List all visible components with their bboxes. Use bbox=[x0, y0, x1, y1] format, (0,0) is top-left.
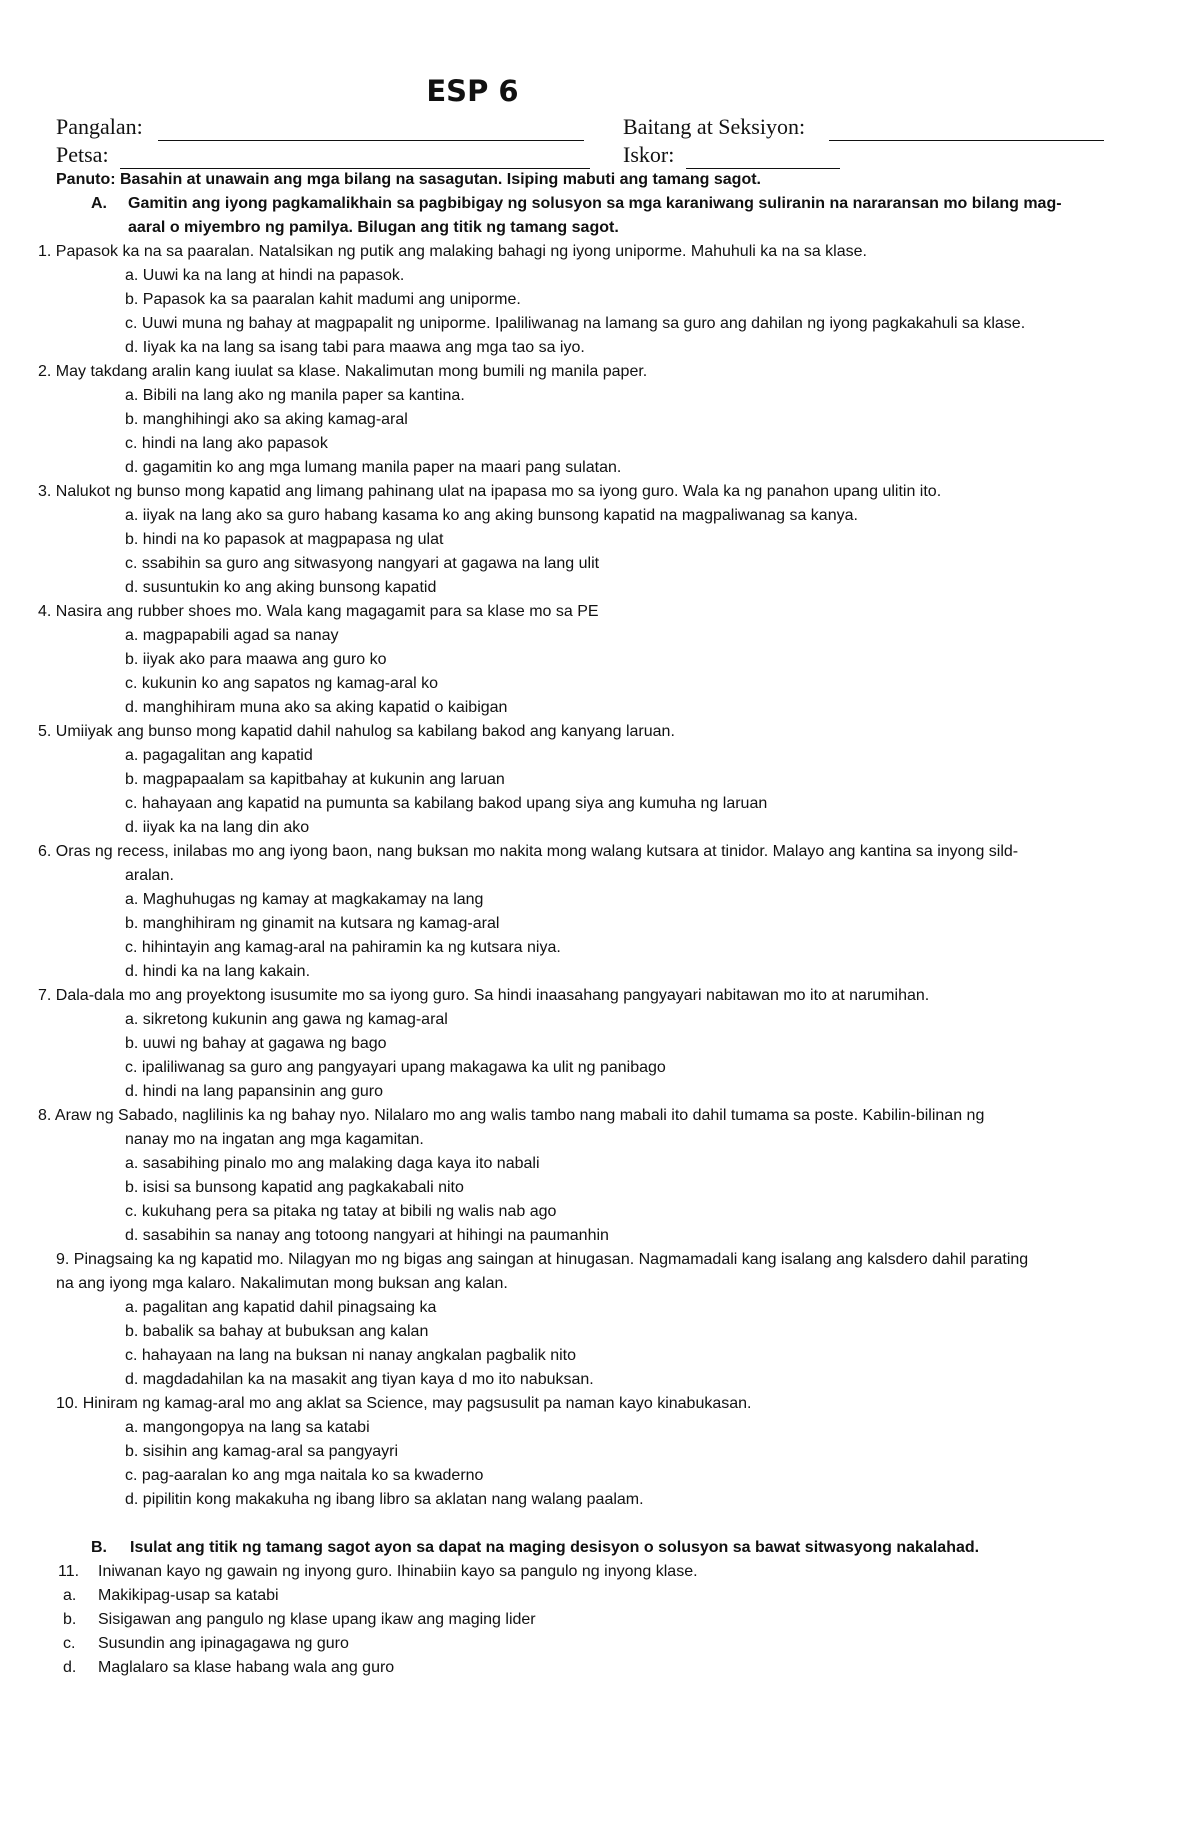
part-a-letter: A. bbox=[91, 195, 107, 212]
q7-choice-c[interactable]: c. ipaliliwanag sa guro ang pangyayari upang makagawa ka ulit ng panibago bbox=[125, 1059, 666, 1076]
q7-choice-d[interactable]: d. hindi na lang papansinin ang guro bbox=[125, 1083, 383, 1100]
q4-choice-c[interactable]: c. kukunin ko ang sapatos ng kamag-aral ko bbox=[125, 675, 439, 692]
score-label: Iskor: bbox=[623, 142, 675, 167]
q2-choice-a[interactable]: a. Bibili na lang ako ng manila paper sa kantina. bbox=[125, 387, 465, 404]
q5-choice-d[interactable]: d. iiyak ka na lang din ako bbox=[125, 819, 310, 836]
q7-choice-b[interactable]: b. uuwi ng bahay at gagawa ng bago bbox=[125, 1035, 387, 1052]
q3-choice-b[interactable]: b. hindi na ko papasok at magpapasa ng ulat bbox=[125, 531, 444, 548]
question-6: 6. Oras ng recess, inilabas mo ang iyong baon, nang buksan mo nakita mong walang kutsara at tinidor. Malayo ang kantina sa inyong sild- bbox=[38, 843, 1019, 860]
q6-choice-b[interactable]: b. manghihiram ng ginamit na kutsara ng kamag-aral bbox=[125, 915, 500, 932]
q10-choice-b[interactable]: b. sisihin ang kamag-aral sa pangyayri bbox=[125, 1443, 399, 1460]
q11-choice-d[interactable]: Maglalaro sa klase habang wala ang guro bbox=[98, 1659, 395, 1676]
q11-choice-a[interactable]: Makikipag-usap sa katabi bbox=[98, 1587, 279, 1604]
q10-choice-a[interactable]: a. mangongopya na lang sa katabi bbox=[125, 1419, 370, 1436]
q8-choice-a[interactable]: a. sasabihing pinalo mo ang malaking daga kaya ito nabali bbox=[125, 1155, 540, 1172]
name-label: Pangalan: bbox=[56, 114, 143, 139]
q2-choice-c[interactable]: c. hindi na lang ako papasok bbox=[125, 435, 328, 452]
q10-choice-c[interactable]: c. pag-aaralan ko ang mga naitala ko sa kwaderno bbox=[125, 1467, 484, 1484]
q4-choice-a[interactable]: a. magpapabili agad sa nanay bbox=[125, 627, 339, 644]
q5-choice-c[interactable]: c. hahayaan ang kapatid na pumunta sa kabilang bakod upang siya ang kumuha ng laruan bbox=[125, 795, 768, 812]
question-5: 5. Umiiyak ang bunso mong kapatid dahil nahulog sa kabilang bakod ang kanyang laruan. bbox=[38, 723, 675, 740]
q6-choice-a[interactable]: a. Maghuhugas ng kamay at magkakamay na lang bbox=[125, 891, 484, 908]
part-a-instruction: Gamitin ang iyong pagkamalikhain sa pagbibigay ng solusyon sa mga karaniwang suliranin na nararansan mo bilang mag- bbox=[128, 195, 1062, 212]
instructions: Panuto: Basahin at unawain ang mga bilang na sasagutan. Isiping mabuti ang tamang sagot. bbox=[56, 171, 761, 188]
q2-choice-d[interactable]: d. gagamitin ko ang mga lumang manila paper na maari pang sulatan. bbox=[125, 459, 622, 476]
q5-choice-b[interactable]: b. magpapaalam sa kapitbahay at kukunin ang laruan bbox=[125, 771, 505, 788]
question-3: 3. Nalukot ng bunso mong kapatid ang limang pahinang ulat na ipapasa mo sa iyong guro. Wala ka ng panahon upang ulitin ito. bbox=[38, 483, 942, 500]
question-11: Iniwanan kayo ng gawain ng inyong guro. Ihinabiin kayo sa pangulo ng inyong klase. bbox=[98, 1563, 698, 1580]
score-field[interactable] bbox=[686, 168, 840, 169]
q11-choice-c[interactable]: Susundin ang ipinagagawa ng guro bbox=[98, 1635, 349, 1652]
name-field[interactable] bbox=[158, 140, 584, 141]
question-1: 1. Papasok ka na sa paaralan. Natalsikan ng putik ang malaking bahagi ng iyong uniporme. Mahuhuli ka na sa klase. bbox=[38, 243, 867, 260]
q11-choice-d-letter: d. bbox=[63, 1659, 77, 1676]
q9-choice-c[interactable]: c. hahayaan na lang na buksan ni nanay angkalan pagbalik nito bbox=[125, 1347, 577, 1364]
question-7: 7. Dala-dala mo ang proyektong isusumite mo sa iyong guro. Sa hindi inaasahang pangyayari nabitawan mo ito at narumihan. bbox=[38, 987, 930, 1004]
question-11-number: 11. bbox=[58, 1563, 80, 1580]
question-4: 4. Nasira ang rubber shoes mo. Wala kang magagamit para sa klase mo sa PE bbox=[38, 603, 599, 620]
question-10: 10. Hiniram ng kamag-aral mo ang aklat sa Science, may pagsusulit pa naman kayo kinabukasan. bbox=[56, 1395, 752, 1412]
part-a-instruction-cont: aaral o miyembro ng pamilya. Bilugan ang titik ng tamang sagot. bbox=[128, 219, 619, 236]
q9-choice-d[interactable]: d. magdadahilan ka na masakit ang tiyan kaya d mo ito nabuksan. bbox=[125, 1371, 594, 1388]
question-9-cont: na ang iyong mga kalaro. Nakalimutan mong buksan ang kalan. bbox=[56, 1275, 508, 1292]
date-label: Petsa: bbox=[56, 142, 109, 167]
q1-choice-c[interactable]: c. Uuwi muna ng bahay at magpapalit ng uniporme. Ipaliliwanag na lamang sa guro ang dahilan ng iyong pagkakahuli sa klase. bbox=[125, 315, 1026, 332]
q8-choice-d[interactable]: d. sasabihin sa nanay ang totoong nangyari at hihingi na paumanhin bbox=[125, 1227, 609, 1244]
page-title: ESP 6 bbox=[426, 74, 519, 108]
grade-section-label: Baitang at Seksiyon: bbox=[623, 114, 806, 139]
q10-choice-d[interactable]: d. pipilitin kong makakuha ng ibang libro sa aklatan nang walang paalam. bbox=[125, 1491, 644, 1508]
q2-choice-b[interactable]: b. manghihingi ako sa aking kamag-aral bbox=[125, 411, 408, 428]
q11-choice-a-letter: a. bbox=[63, 1587, 77, 1604]
question-8: 8. Araw ng Sabado, naglilinis ka ng bahay nyo. Nilalaro mo ang walis tambo nang mabali ito dahil tumama sa poste. Kabilin-bilinan ng bbox=[38, 1107, 985, 1124]
q1-choice-b[interactable]: b. Papasok ka sa paaralan kahit madumi ang uniporme. bbox=[125, 291, 521, 308]
q11-choice-b[interactable]: Sisigawan ang pangulo ng klase upang ikaw ang maging lider bbox=[98, 1611, 536, 1628]
q8-choice-b[interactable]: b. isisi sa bunsong kapatid ang pagkakabali nito bbox=[125, 1179, 464, 1196]
q4-choice-d[interactable]: d. manghihiram muna ako sa aking kapatid o kaibigan bbox=[125, 699, 508, 716]
q9-choice-b[interactable]: b. babalik sa bahay at bubuksan ang kalan bbox=[125, 1323, 429, 1340]
q3-choice-d[interactable]: d. susuntukin ko ang aking bunsong kapatid bbox=[125, 579, 437, 596]
q6-choice-c[interactable]: c. hihintayin ang kamag-aral na pahiramin ka ng kutsara niya. bbox=[125, 939, 561, 956]
q9-choice-a[interactable]: a. pagalitan ang kapatid dahil pinagsaing ka bbox=[125, 1299, 437, 1316]
part-b-instruction: Isulat ang titik ng tamang sagot ayon sa dapat na maging desisyon o solusyon sa bawat sitwasyong nakalahad. bbox=[130, 1539, 980, 1556]
q3-choice-a[interactable]: a. iiyak na lang ako sa guro habang kasama ko ang aking bunsong kapatid na magpaliwanag sa kanya. bbox=[125, 507, 858, 524]
q4-choice-b[interactable]: b. iiyak ako para maawa ang guro ko bbox=[125, 651, 387, 668]
q7-choice-a[interactable]: a. sikretong kukunin ang gawa ng kamag-aral bbox=[125, 1011, 448, 1028]
date-field[interactable] bbox=[120, 168, 590, 169]
q3-choice-c[interactable]: c. ssabihin sa guro ang sitwasyong nangyari at gagawa na lang ulit bbox=[125, 555, 600, 572]
question-6-cont: aralan. bbox=[125, 867, 174, 884]
question-2: 2. May takdang aralin kang iuulat sa klase. Nakalimutan mong bumili ng manila paper. bbox=[38, 363, 648, 380]
q1-choice-a[interactable]: a. Uuwi ka na lang at hindi na papasok. bbox=[125, 267, 405, 284]
grade-section-field[interactable] bbox=[829, 140, 1104, 141]
question-8-cont: nanay mo na ingatan ang mga kagamitan. bbox=[125, 1131, 424, 1148]
q6-choice-d[interactable]: d. hindi ka na lang kakain. bbox=[125, 963, 311, 980]
q11-choice-b-letter: b. bbox=[63, 1611, 77, 1628]
q5-choice-a[interactable]: a. pagagalitan ang kapatid bbox=[125, 747, 313, 764]
q8-choice-c[interactable]: c. kukuhang pera sa pitaka ng tatay at bibili ng walis nab ago bbox=[125, 1203, 557, 1220]
q1-choice-d[interactable]: d. Iiyak ka na lang sa isang tabi para maawa ang mga tao sa iyo. bbox=[125, 339, 585, 356]
part-b-letter: B. bbox=[91, 1539, 107, 1556]
question-9: 9. Pinagsaing ka ng kapatid mo. Nilagyan mo ng bigas ang saingan at hinugasan. Nagmamadali kang isalang ang kalsdero dahil parating bbox=[56, 1251, 1029, 1268]
q11-choice-c-letter: c. bbox=[63, 1635, 76, 1652]
